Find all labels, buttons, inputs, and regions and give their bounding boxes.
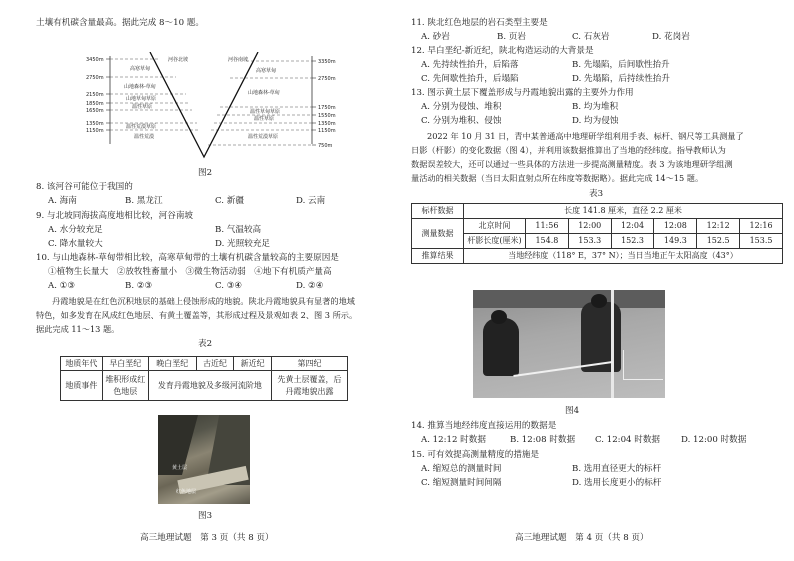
right-alt-5: 1150m — [318, 128, 336, 134]
passage2-line-4: 量活动的相关数据（当日太阳直射点所在纬度等数据略）。据此完成 14～15 题。 — [411, 173, 704, 183]
q13-stem: 13. 图示黄土层下覆盖形成与丹霞地貌出露的主要外力作用 — [411, 88, 634, 98]
q11-option-c: C. 石灰岩 — [572, 32, 610, 42]
fig3-label-red: 红色地层 — [176, 489, 197, 495]
right-alt-4: 1350m — [318, 121, 336, 127]
left-zone-2: 山地草甸草原 — [126, 96, 157, 102]
t3-time-2: 12:04 — [611, 219, 654, 234]
left-zone-0: 高寒草甸 — [130, 66, 151, 72]
t2-header-0: 地质年代 — [61, 357, 103, 371]
right-zone-3: 温性草原 — [254, 116, 275, 122]
figure-2-valley-diagram — [80, 52, 350, 162]
left-alt-2: 2150m — [86, 92, 104, 98]
t2-header-1: 早白垩纪 — [102, 357, 148, 371]
q15-option-a: A. 缩短总的测量时间 — [421, 464, 502, 474]
q10-option-c: C. ③④ — [215, 281, 243, 291]
t2-cell-quaternary: 先黄土层覆盖，后丹霞地貌出露 — [272, 371, 348, 401]
left-alt-6: 1150m — [86, 128, 104, 134]
q11-stem: 11. 陕北红色地层的岩石类型主要是 — [411, 18, 548, 28]
t2-cell-late-cretaceous-to-neogene: 发育丹霞地貌及多级河流阶地 — [148, 371, 271, 401]
t2-cell-cretaceous-early: 堆积形成红色地层 — [102, 371, 148, 401]
q9-stem: 9. 与北坡同海拔高度地相比较，河谷南坡 — [36, 211, 194, 221]
figure-3-photo — [158, 415, 250, 504]
table-3 — [411, 203, 783, 264]
q11-option-a: A. 砂岩 — [421, 32, 450, 42]
t3-r2-label: 测量数据 — [412, 219, 464, 249]
table-2-caption: 表2 — [198, 339, 213, 349]
table-2 — [60, 356, 348, 401]
figure-4-caption: 图4 — [565, 406, 580, 416]
q12-option-d: D. 先塌陷，后持续性抬升 — [572, 74, 670, 84]
q10-option-d: D. ②④ — [296, 281, 324, 291]
fig3-label-loess: 黄土层 — [172, 465, 188, 471]
q10-items: ①植物生长量大 ②放牧牲畜量小 ③微生物活动弱 ④地下有机质产量高 — [48, 267, 332, 277]
q9-option-b: B. 气温较高 — [215, 225, 262, 235]
left-zone-1: 山地森林-草甸 — [124, 84, 156, 90]
t3-time-1: 12:00 — [568, 219, 611, 234]
q15-option-b: B. 选用直径更大的标杆 — [572, 464, 662, 474]
left-zone-3: 温性草原 — [132, 104, 153, 110]
q10-option-a: A. ①③ — [48, 281, 76, 291]
q13-option-d: D. 均为侵蚀 — [572, 116, 619, 126]
t3-time-0: 11:56 — [526, 219, 569, 234]
t3-time-3: 12:08 — [654, 219, 697, 234]
t3-r3-value: 当地经纬度（118° E，37° N）；当日当地正午太阳高度（43°） — [464, 249, 783, 264]
t3-len-5: 153.5 — [740, 234, 783, 249]
q9-option-d: D. 光照较充足 — [215, 239, 271, 249]
right-alt-6: 750m — [318, 143, 333, 149]
t2-header-2: 晚白垩纪 — [148, 357, 196, 371]
q14-option-a: A. 12:12 时数据 — [421, 435, 486, 445]
page-3-footer: 高三地理试题 第 3 页（共 8 页） — [140, 533, 274, 543]
q15-option-c: C. 缩短测量时间间隔 — [421, 478, 502, 488]
t3-len-label: 杆影长度(厘米) — [464, 234, 526, 249]
q10-stem: 10. 与山地森林-草甸带相比较，高寒草甸带的土壤有机碳含量较高的主要原因是 — [36, 253, 339, 263]
q9-option-a: A. 水分较充足 — [48, 225, 103, 235]
q13-option-a: A. 分别为侵蚀、堆积 — [421, 102, 502, 112]
left-zone-4: 温性荒漠草原 — [126, 124, 157, 130]
left-alt-4: 1650m — [86, 108, 104, 114]
left-alt-5: 1350m — [86, 121, 104, 127]
table-3-caption: 表3 — [589, 189, 604, 199]
figure-4-photo — [473, 290, 665, 398]
q8-option-c: C. 新疆 — [215, 196, 244, 206]
q12-option-b: B. 先塌陷，后间歇性抬升 — [572, 60, 670, 70]
q15-stem: 15. 可有效提高测量精度的措施是 — [411, 450, 540, 460]
passage-line-1: 丹霞地貌是在红色沉积地层的基础上侵蚀形成的地貌。陕北丹霞地貌具有显著的地域 — [52, 296, 355, 306]
left-slope-label: 河谷北坡 — [168, 57, 189, 63]
t3-len-0: 154.8 — [526, 234, 569, 249]
q15-option-d: D. 选用长度更小的标杆 — [572, 478, 662, 488]
t3-len-2: 152.3 — [611, 234, 654, 249]
t3-r3-label: 推算结果 — [412, 249, 464, 264]
t3-time-4: 12:12 — [697, 219, 740, 234]
passage2-line-3: 数据误差较大，还可以通过一些具体的方法进一步提高测量精度。表 3 为该地理研学组测 — [411, 159, 733, 169]
q13-option-b: B. 均为堆积 — [572, 102, 619, 112]
left-zone-5: 温性荒漠 — [134, 134, 155, 140]
left-alt-0: 3450m — [86, 57, 104, 63]
q14-stem: 14. 推算当地经纬度直接运用的数据是 — [411, 421, 557, 431]
t2-header-4: 新近纪 — [234, 357, 272, 371]
passage2-line-2: 日影（杆影）的变化数据（图 4），并利用该数据推算出了当地的经纬度。指导教师认为 — [411, 145, 726, 155]
passage2-line-1: 2022 年 10 月 31 日，青中某普通高中地理研学组利用手表、标杆、钢尺等工具测量了 — [427, 131, 744, 141]
q13-option-c: C. 分别为堆积、侵蚀 — [421, 116, 502, 126]
q12-option-a: A. 先持续性抬升，后陷落 — [421, 60, 519, 70]
q14-option-c: C. 12:04 时数据 — [595, 435, 661, 445]
t3-time-label: 北京时间 — [464, 219, 526, 234]
t3-time-5: 12:16 — [740, 219, 783, 234]
q14-option-b: B. 12:08 时数据 — [510, 435, 576, 445]
page-4 — [397, 0, 794, 561]
q14-option-d: D. 12:00 时数据 — [681, 435, 747, 445]
passage-line-2: 特色，如多发育在风成红色地层、有黄土覆盖等，其形成过程及景观如表 2、图 3 所示。 — [36, 310, 358, 320]
q8-option-b: B. 黑龙江 — [125, 196, 163, 206]
passage-line-3: 据此完成 11～13 题。 — [36, 324, 120, 334]
t3-len-4: 152.5 — [697, 234, 740, 249]
figure-3-caption: 图3 — [198, 511, 213, 521]
t3-r1-value: 长度 141.8 厘米，直径 2.2 厘米 — [464, 204, 783, 219]
right-zone-0: 高寒草甸 — [256, 68, 277, 74]
q10-option-b: B. ②③ — [125, 281, 153, 291]
intro-tail: 土壤有机碳含量最高。据此完成 8～10 题。 — [36, 18, 204, 28]
t2-row-label: 地质事件 — [61, 371, 103, 401]
right-alt-0: 3350m — [318, 59, 336, 65]
right-zone-2: 温性草甸草原 — [250, 109, 281, 115]
right-slope-label: 河谷南坡 — [228, 57, 249, 63]
q11-option-b: B. 页岩 — [497, 32, 526, 42]
q12-stem: 12. 早白垩纪-新近纪，陕北构造运动的大背景是 — [411, 46, 594, 56]
figure-2-caption: 图2 — [198, 168, 213, 178]
left-alt-1: 2750m — [86, 75, 104, 81]
right-zone-1: 山地森林-草甸 — [248, 90, 280, 96]
t3-r1-label: 标杆数据 — [412, 204, 464, 219]
right-zone-4: 温性荒漠草原 — [248, 134, 279, 140]
right-alt-2: 1750m — [318, 105, 336, 111]
t2-header-5: 第四纪 — [272, 357, 348, 371]
right-alt-1: 2750m — [318, 76, 336, 82]
q9-option-c: C. 降水量较大 — [48, 239, 103, 249]
right-alt-3: 1550m — [318, 113, 336, 119]
q11-option-d: D. 花岗岩 — [652, 32, 690, 42]
q8-stem: 8. 该河谷可能位于我国的 — [36, 182, 133, 192]
q8-option-d: D. 云南 — [296, 196, 326, 206]
left-alt-3: 1850m — [86, 101, 104, 107]
t2-header-3: 古近纪 — [196, 357, 234, 371]
q12-option-c: C. 先间歇性抬升，后塌陷 — [421, 74, 519, 84]
t3-len-3: 149.3 — [654, 234, 697, 249]
t3-len-1: 153.3 — [568, 234, 611, 249]
page-4-footer: 高三地理试题 第 4 页（共 8 页） — [515, 533, 649, 543]
q8-option-a: A. 海南 — [48, 196, 77, 206]
